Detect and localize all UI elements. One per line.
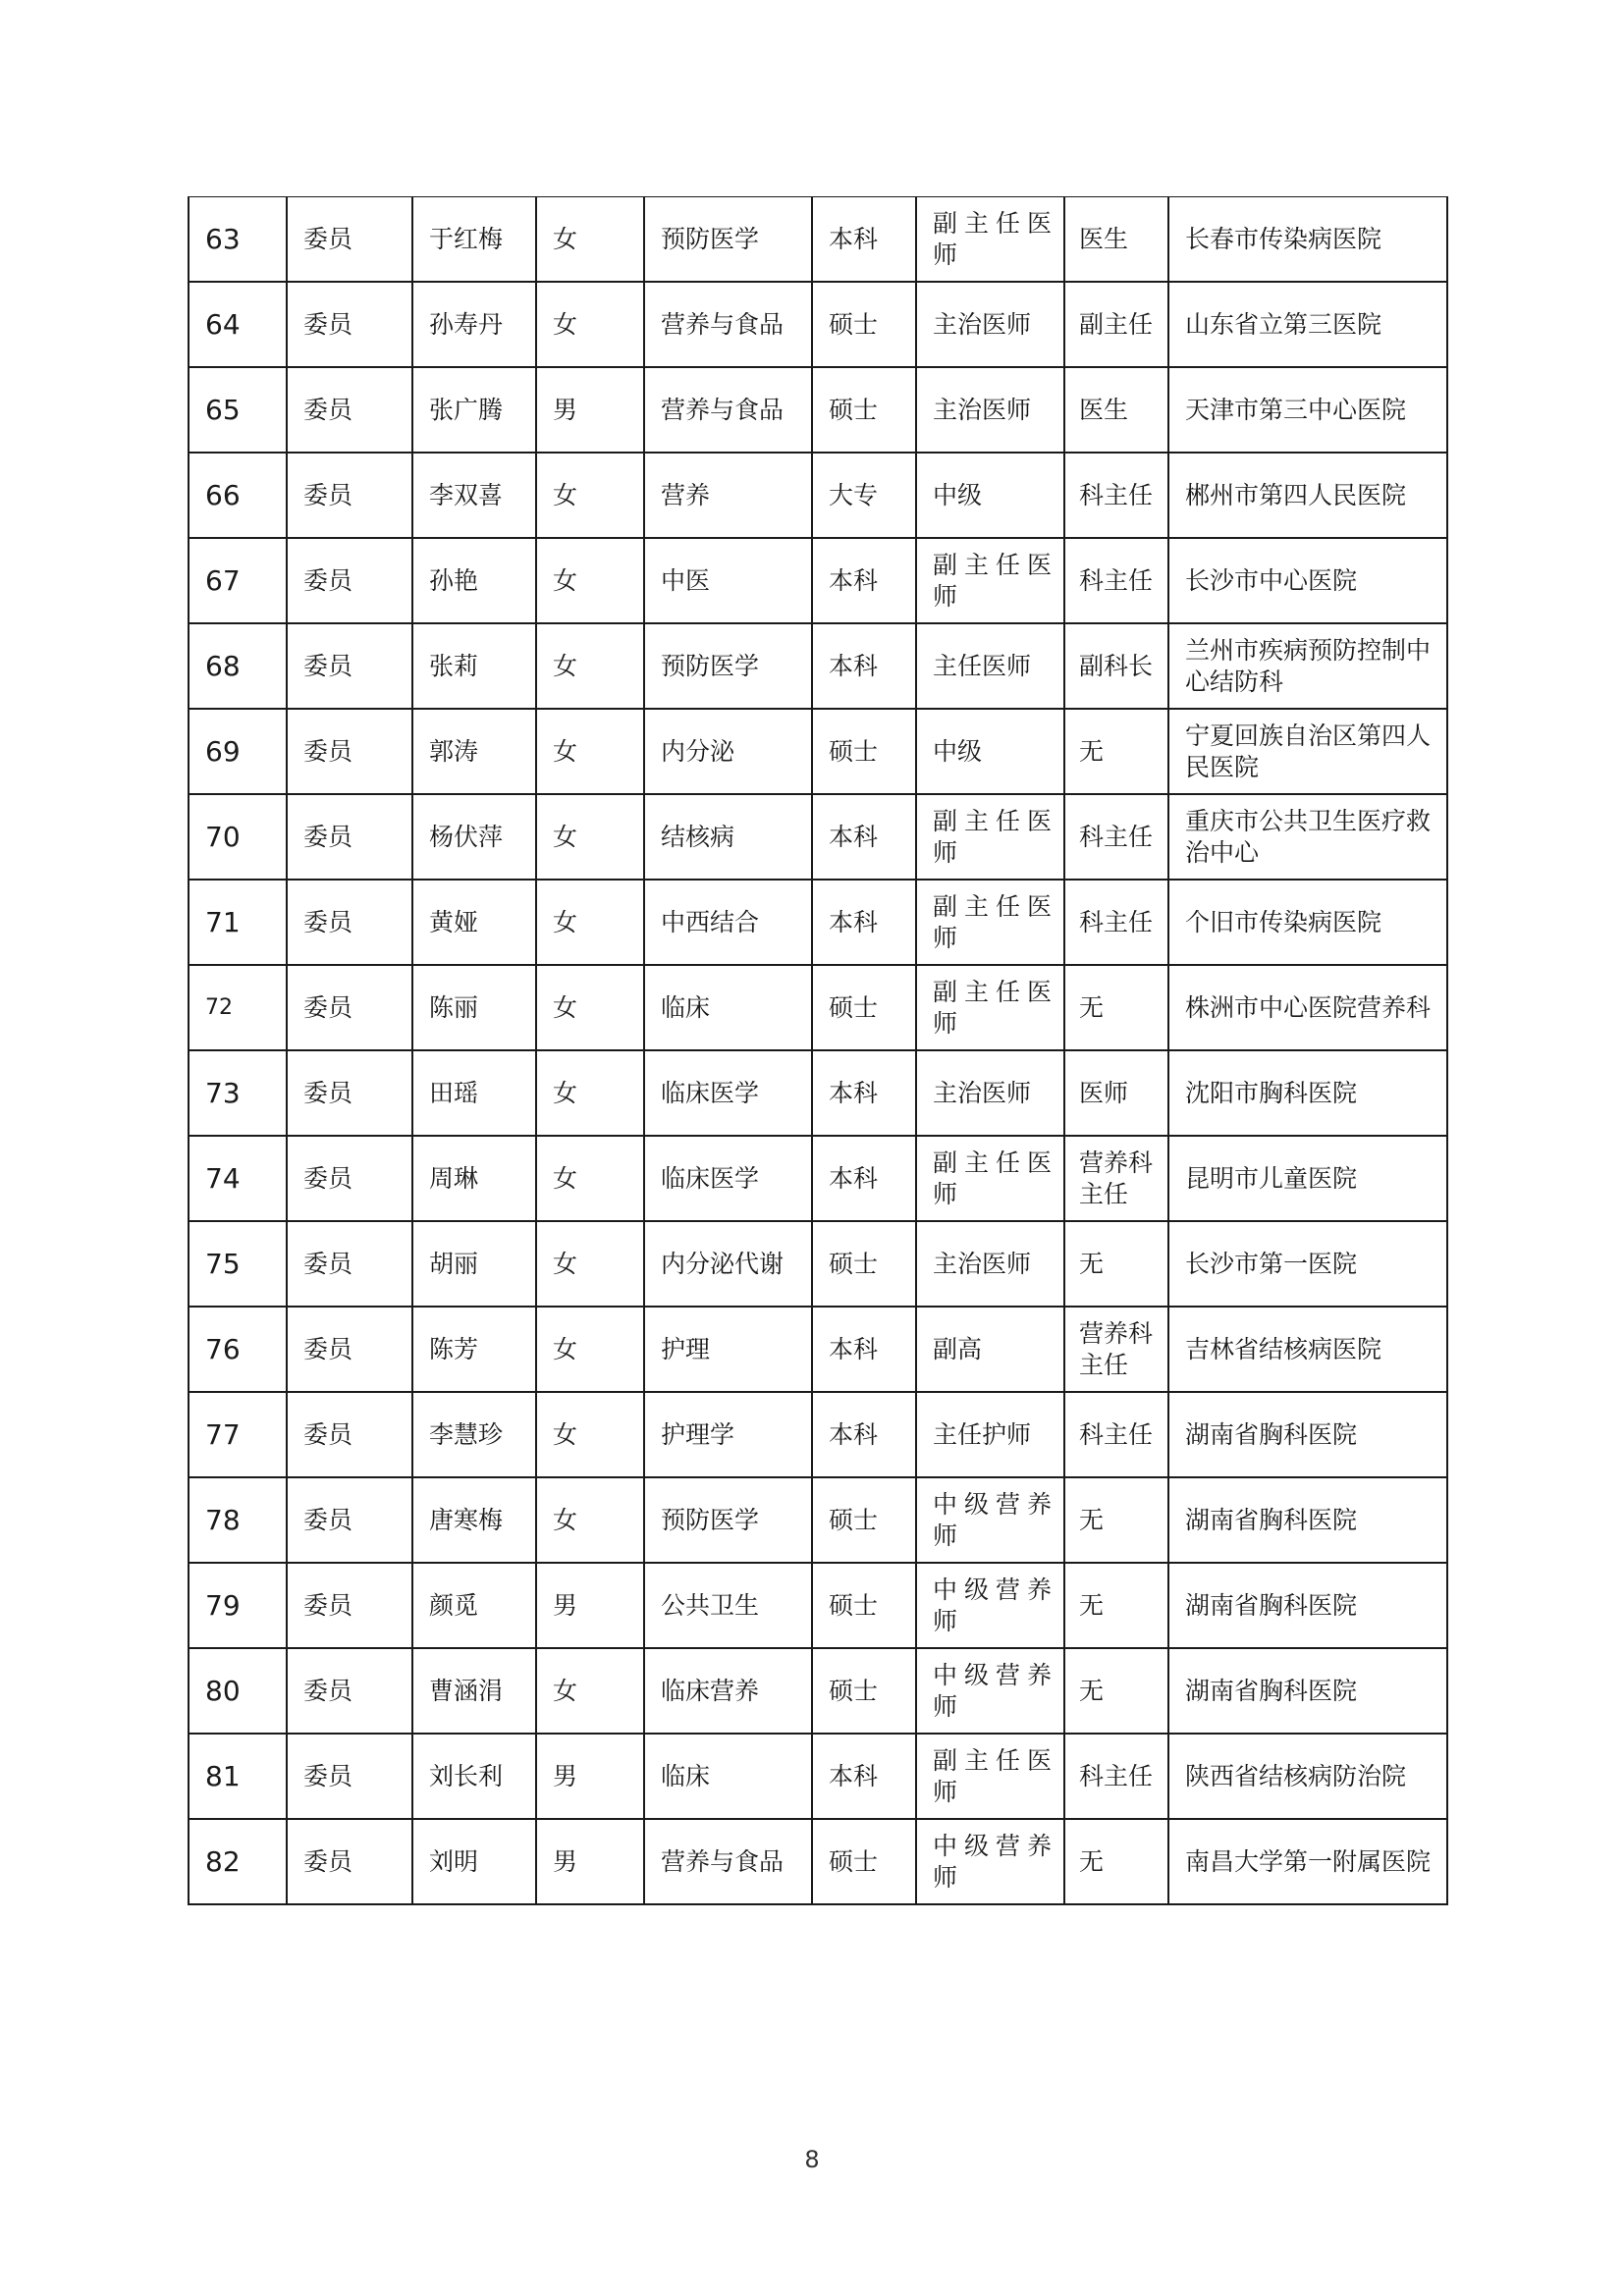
- cell-title: 中级: [916, 709, 1064, 794]
- cell-position: 科主任: [1064, 880, 1168, 965]
- cell-major: 内分泌代谢: [644, 1221, 812, 1307]
- cell-organization: 天津市第三中心医院: [1168, 367, 1447, 453]
- cell-organization: 个旧市传染病医院: [1168, 880, 1447, 965]
- cell-major: 预防医学: [644, 1477, 812, 1563]
- cell-education: 本科: [812, 1392, 916, 1477]
- cell-number: 68: [189, 623, 287, 709]
- cell-organization: 湖南省胸科医院: [1168, 1648, 1447, 1734]
- cell-position: 无: [1064, 709, 1168, 794]
- page-number: 8: [804, 2146, 820, 2173]
- cell-gender: 男: [536, 1819, 644, 1904]
- cell-organization: 陕西省结核病防治院: [1168, 1734, 1447, 1819]
- table-row: [189, 1563, 1447, 1648]
- cell-position: 科主任: [1064, 538, 1168, 623]
- cell-position: 副主任: [1064, 282, 1168, 367]
- cell-organization: 长沙市中心医院: [1168, 538, 1447, 623]
- table-row: [189, 623, 1447, 709]
- cell-major: 临床医学: [644, 1136, 812, 1221]
- member-table-body: [189, 197, 1447, 1905]
- cell-organization: 株洲市中心医院营养科: [1168, 965, 1447, 1050]
- cell-position: 无: [1064, 1563, 1168, 1648]
- cell-education: 本科: [812, 880, 916, 965]
- cell-position: 营养科主任: [1064, 1136, 1168, 1221]
- cell-role: 委员: [287, 538, 412, 623]
- cell-organization: 宁夏回族自治区第四人民医院: [1168, 709, 1447, 794]
- cell-number: 69: [189, 709, 287, 794]
- cell-education: 本科: [812, 538, 916, 623]
- cell-name: 杨伏萍: [412, 794, 536, 880]
- cell-title: 副主任医师: [916, 965, 1064, 1050]
- cell-position: 医生: [1064, 197, 1168, 283]
- cell-gender: 女: [536, 1307, 644, 1392]
- cell-role: 委员: [287, 1050, 412, 1136]
- cell-title: 主治医师: [916, 1221, 1064, 1307]
- cell-major: 临床营养: [644, 1648, 812, 1734]
- cell-gender: 女: [536, 1221, 644, 1307]
- table-row: [189, 453, 1447, 538]
- cell-position: 医生: [1064, 367, 1168, 453]
- cell-title: 主任护师: [916, 1392, 1064, 1477]
- cell-name: 张莉: [412, 623, 536, 709]
- cell-number: 70: [189, 794, 287, 880]
- cell-number: 79: [189, 1563, 287, 1648]
- cell-title: 主任医师: [916, 623, 1064, 709]
- cell-name: 李慧珍: [412, 1392, 536, 1477]
- cell-gender: 女: [536, 1050, 644, 1136]
- cell-gender: 男: [536, 1734, 644, 1819]
- cell-number: 80: [189, 1648, 287, 1734]
- cell-major: 公共卫生: [644, 1563, 812, 1648]
- cell-major: 护理: [644, 1307, 812, 1392]
- cell-role: 委员: [287, 1563, 412, 1648]
- cell-education: 本科: [812, 1734, 916, 1819]
- cell-number: 76: [189, 1307, 287, 1392]
- cell-gender: 女: [536, 1477, 644, 1563]
- cell-gender: 女: [536, 623, 644, 709]
- cell-title: 副主任医师: [916, 538, 1064, 623]
- cell-number: 66: [189, 453, 287, 538]
- cell-name: 于红梅: [412, 197, 536, 283]
- cell-organization: 南昌大学第一附属医院: [1168, 1819, 1447, 1904]
- cell-position: 科主任: [1064, 1392, 1168, 1477]
- cell-major: 内分泌: [644, 709, 812, 794]
- cell-gender: 女: [536, 453, 644, 538]
- cell-title: 中级营养师: [916, 1477, 1064, 1563]
- cell-major: 临床医学: [644, 1050, 812, 1136]
- cell-organization: 昆明市儿童医院: [1168, 1136, 1447, 1221]
- cell-major: 中医: [644, 538, 812, 623]
- cell-number: 71: [189, 880, 287, 965]
- cell-title: 中级营养师: [916, 1563, 1064, 1648]
- cell-role: 委员: [287, 1136, 412, 1221]
- cell-major: 营养与食品: [644, 282, 812, 367]
- cell-major: 营养: [644, 453, 812, 538]
- table-row: [189, 1050, 1447, 1136]
- cell-education: 硕士: [812, 1563, 916, 1648]
- cell-title: 中级营养师: [916, 1819, 1064, 1904]
- cell-gender: 女: [536, 794, 644, 880]
- table-row: [189, 1307, 1447, 1392]
- table-row: [189, 1392, 1447, 1477]
- cell-title: 主治医师: [916, 282, 1064, 367]
- cell-number: 67: [189, 538, 287, 623]
- cell-role: 委员: [287, 453, 412, 538]
- cell-position: 科主任: [1064, 453, 1168, 538]
- table-row: [189, 1136, 1447, 1221]
- cell-education: 本科: [812, 1136, 916, 1221]
- cell-education: 硕士: [812, 1819, 916, 1904]
- cell-major: 营养与食品: [644, 367, 812, 453]
- table-row: [189, 1221, 1447, 1307]
- cell-major: 临床: [644, 1734, 812, 1819]
- cell-number: 63: [189, 197, 287, 283]
- cell-organization: 吉林省结核病医院: [1168, 1307, 1447, 1392]
- cell-organization: 郴州市第四人民医院: [1168, 453, 1447, 538]
- cell-position: 营养科主任: [1064, 1307, 1168, 1392]
- cell-role: 委员: [287, 282, 412, 367]
- cell-gender: 女: [536, 197, 644, 283]
- cell-gender: 女: [536, 1392, 644, 1477]
- cell-name: 李双喜: [412, 453, 536, 538]
- cell-gender: 女: [536, 965, 644, 1050]
- cell-education: 硕士: [812, 965, 916, 1050]
- cell-gender: 女: [536, 880, 644, 965]
- cell-name: 田瑶: [412, 1050, 536, 1136]
- cell-name: 刘长利: [412, 1734, 536, 1819]
- cell-position: 无: [1064, 1648, 1168, 1734]
- table-row: [189, 794, 1447, 880]
- cell-organization: 重庆市公共卫生医疗救治中心: [1168, 794, 1447, 880]
- table-row: [189, 1734, 1447, 1819]
- cell-name: 唐寒梅: [412, 1477, 536, 1563]
- cell-major: 中西结合: [644, 880, 812, 965]
- table-row: [189, 965, 1447, 1050]
- table-row: [189, 367, 1447, 453]
- cell-education: 硕士: [812, 1477, 916, 1563]
- cell-title: 主治医师: [916, 1050, 1064, 1136]
- cell-organization: 沈阳市胸科医院: [1168, 1050, 1447, 1136]
- cell-position: 医师: [1064, 1050, 1168, 1136]
- cell-organization: 山东省立第三医院: [1168, 282, 1447, 367]
- cell-organization: 湖南省胸科医院: [1168, 1392, 1447, 1477]
- cell-title: 副主任医师: [916, 794, 1064, 880]
- cell-education: 本科: [812, 623, 916, 709]
- cell-role: 委员: [287, 880, 412, 965]
- cell-organization: 长沙市第一医院: [1168, 1221, 1447, 1307]
- cell-name: 孙寿丹: [412, 282, 536, 367]
- cell-position: 无: [1064, 1477, 1168, 1563]
- cell-gender: 女: [536, 1648, 644, 1734]
- cell-name: 陈芳: [412, 1307, 536, 1392]
- cell-number: 78: [189, 1477, 287, 1563]
- cell-education: 本科: [812, 794, 916, 880]
- member-table: [188, 196, 1448, 1905]
- cell-education: 硕士: [812, 709, 916, 794]
- cell-education: 硕士: [812, 1648, 916, 1734]
- cell-title: 副主任医师: [916, 197, 1064, 283]
- cell-position: 科主任: [1064, 1734, 1168, 1819]
- cell-gender: 女: [536, 282, 644, 367]
- cell-number: 65: [189, 367, 287, 453]
- cell-major: 营养与食品: [644, 1819, 812, 1904]
- table-row: [189, 1477, 1447, 1563]
- cell-name: 曹涵涓: [412, 1648, 536, 1734]
- cell-organization: 长春市传染病医院: [1168, 197, 1447, 283]
- cell-title: 中级营养师: [916, 1648, 1064, 1734]
- cell-title: 副主任医师: [916, 1136, 1064, 1221]
- cell-gender: 女: [536, 1136, 644, 1221]
- cell-gender: 女: [536, 538, 644, 623]
- cell-number: 74: [189, 1136, 287, 1221]
- cell-organization: 兰州市疾病预防控制中心结防科: [1168, 623, 1447, 709]
- cell-education: 本科: [812, 1307, 916, 1392]
- cell-organization: 湖南省胸科医院: [1168, 1563, 1447, 1648]
- cell-name: 胡丽: [412, 1221, 536, 1307]
- cell-education: 本科: [812, 197, 916, 283]
- table-row: [189, 880, 1447, 965]
- cell-role: 委员: [287, 197, 412, 283]
- cell-name: 刘明: [412, 1819, 536, 1904]
- cell-position: 科主任: [1064, 794, 1168, 880]
- cell-role: 委员: [287, 1477, 412, 1563]
- cell-number: 73: [189, 1050, 287, 1136]
- cell-number: 77: [189, 1392, 287, 1477]
- cell-title: 主治医师: [916, 367, 1064, 453]
- cell-name: 郭涛: [412, 709, 536, 794]
- cell-name: 张广腾: [412, 367, 536, 453]
- cell-role: 委员: [287, 1392, 412, 1477]
- cell-education: 大专: [812, 453, 916, 538]
- cell-education: 本科: [812, 1050, 916, 1136]
- cell-role: 委员: [287, 1819, 412, 1904]
- cell-position: 无: [1064, 1221, 1168, 1307]
- cell-role: 委员: [287, 794, 412, 880]
- cell-major: 护理学: [644, 1392, 812, 1477]
- cell-number: 75: [189, 1221, 287, 1307]
- cell-title: 副主任医师: [916, 880, 1064, 965]
- cell-name: 周琳: [412, 1136, 536, 1221]
- cell-title: 副主任医师: [916, 1734, 1064, 1819]
- cell-name: 颜觅: [412, 1563, 536, 1648]
- cell-name: 黄娅: [412, 880, 536, 965]
- cell-number: 82: [189, 1819, 287, 1904]
- cell-name: 陈丽: [412, 965, 536, 1050]
- cell-role: 委员: [287, 623, 412, 709]
- cell-role: 委员: [287, 1734, 412, 1819]
- cell-education: 硕士: [812, 282, 916, 367]
- table-row: [189, 1648, 1447, 1734]
- cell-gender: 男: [536, 367, 644, 453]
- cell-gender: 男: [536, 1563, 644, 1648]
- cell-major: 结核病: [644, 794, 812, 880]
- cell-title: 副高: [916, 1307, 1064, 1392]
- table-row: [189, 1819, 1447, 1904]
- cell-education: 硕士: [812, 1221, 916, 1307]
- cell-number: 72: [189, 965, 287, 1050]
- cell-position: 无: [1064, 1819, 1168, 1904]
- cell-organization: 湖南省胸科医院: [1168, 1477, 1447, 1563]
- cell-major: 预防医学: [644, 197, 812, 283]
- cell-role: 委员: [287, 1221, 412, 1307]
- cell-role: 委员: [287, 367, 412, 453]
- cell-major: 预防医学: [644, 623, 812, 709]
- table-row: [189, 282, 1447, 367]
- cell-title: 中级: [916, 453, 1064, 538]
- cell-role: 委员: [287, 709, 412, 794]
- table-row: [189, 709, 1447, 794]
- cell-gender: 女: [536, 709, 644, 794]
- cell-number: 64: [189, 282, 287, 367]
- cell-role: 委员: [287, 1307, 412, 1392]
- table-row: [189, 197, 1447, 283]
- cell-name: 孙艳: [412, 538, 536, 623]
- cell-role: 委员: [287, 965, 412, 1050]
- table-row: [189, 538, 1447, 623]
- cell-position: 副科长: [1064, 623, 1168, 709]
- cell-education: 硕士: [812, 367, 916, 453]
- cell-role: 委员: [287, 1648, 412, 1734]
- cell-number: 81: [189, 1734, 287, 1819]
- cell-position: 无: [1064, 965, 1168, 1050]
- cell-major: 临床: [644, 965, 812, 1050]
